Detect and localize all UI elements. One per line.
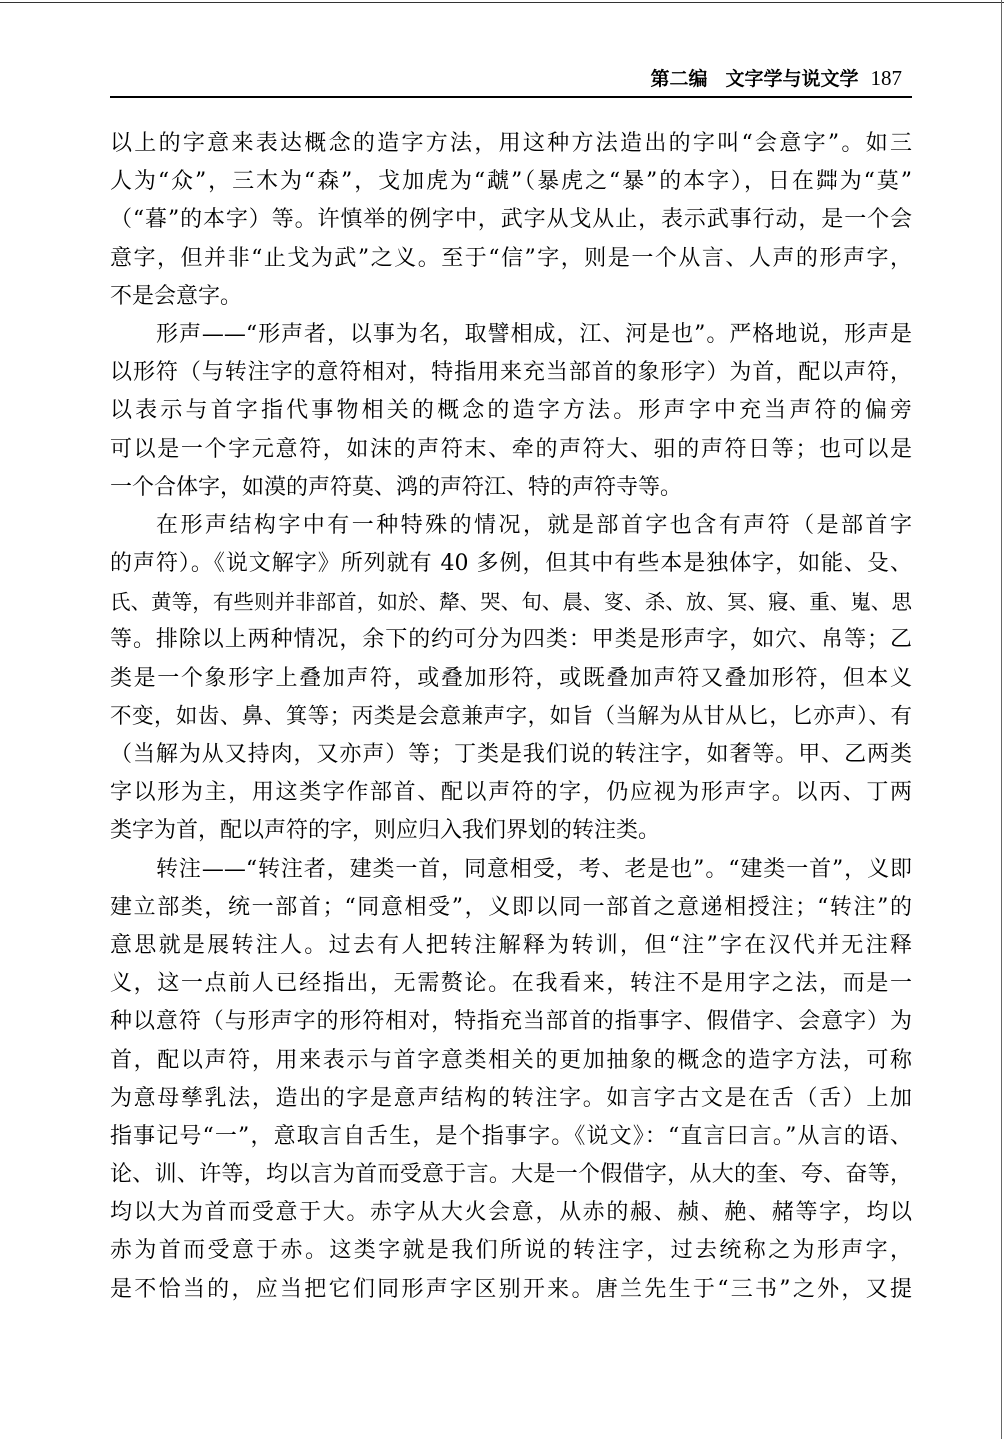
text-line: 氏、黄等，有些则并非部首，如於、犛、哭、旬、晨、叜、杀、放、冥、寢、重、嵬、思: [110, 590, 912, 615]
header-title: 文字学与说文学: [725, 68, 859, 90]
body-text: [110, 125, 912, 1309]
text-line: 建立部类，统一部首；“同意相受”，义即以同一部首之意递相授注；“转注”的: [110, 894, 912, 920]
text-line: 可以是一个字元意符，如沫的声符末、牵的声符大、驲的声符日等；也可以是: [110, 436, 912, 462]
text-line: 等。排除以上两种情况，余下的约可分为四类：甲类是形声字，如穴、帛等；乙: [110, 627, 912, 653]
text-line: 论、训、许等，均以言为首而受意于言。大是一个假借字，从大的奎、夸、奋等，: [110, 1162, 912, 1188]
text-line: 不变，如齿、鼻、箕等；丙类是会意兼声字，如旨（当解为从甘从匕，匕亦声）、有: [110, 703, 912, 729]
page-number: 187: [870, 66, 902, 90]
text-line: 意思就是展转注人。过去有人把转注解释为转训，但“注”字在汉代并无注释: [110, 932, 912, 958]
text-line: 均以大为首而受意于大。赤字从大火会意，从赤的赧、赪、赩、赭等字，均以: [110, 1200, 912, 1226]
text-line: 赤为首而受意于赤。这类字就是我们所说的转注字，过去统称之为形声字，: [110, 1238, 912, 1264]
text-line: 类字为首，配以声符的字，则应归入我们界划的转注类。: [110, 818, 661, 844]
text-line: 的声符）。《说文解字》所列就有 40 多例，但其中有些本是独体字，如能、殳、: [110, 551, 912, 577]
text-line: 人为“众”，三木为“森”，戈加虎为“虣”（暴虎之“暴”的本字），日在茻为“莫”: [110, 169, 912, 195]
text-line: 形声——“形声者，以事为名，取譬相成，江、河是也”。严格地说，形声是: [156, 321, 912, 347]
text-line: 以形符（与转注字的意符相对，特指用来充当部首的象形字）为首，配以声符，: [110, 360, 912, 386]
text-line: 以表示与首字指代事物相关的概念的造字方法。形声字中充当声符的偏旁: [110, 398, 912, 424]
text-line: （当解为从又持肉，又亦声）等；丁类是我们说的转注字，如奢等。甲、乙两类: [110, 742, 912, 767]
header-rule: [110, 96, 912, 98]
text-line: 类是一个象形字上叠加声符，或叠加形符，或既叠加声符又叠加形符，但本义: [110, 665, 912, 691]
header-section: 第二编: [650, 68, 708, 90]
text-line: （“暮”的本字）等。许慎举的例字中，武字从戈从止，表示武事行动，是一个会: [110, 207, 912, 233]
text-line: 不是会意字。: [110, 283, 243, 309]
text-line: 是不恰当的，应当把它们同形声字区别开来。唐兰先生于“三书”之外，又提: [110, 1276, 912, 1302]
text-line: 为意母孳乳法，造出的字是意声结构的转注字。如言字古文是在舌（舌）上加: [110, 1085, 912, 1111]
text-line: 以上的字意来表达概念的造字方法，用这种方法造出的字叫“会意字”。如三: [110, 131, 912, 156]
text-line: 指事记号“一”，意取言自舌生，是个指事字。《说文》：“直言曰言。”从言的语、: [110, 1123, 912, 1149]
text-line: 在形声结构字中有一种特殊的情况，就是部首字也含有声符（是部首字: [156, 512, 912, 538]
text-line: 转注——“转注者，建类一首，同意相受，考、老是也”。“建类一首”，义即: [156, 856, 912, 882]
right-edge-rule: [1001, 0, 1002, 1439]
top-edge-rule: [0, 2, 1004, 3]
text-line: 种以意符（与形声字的形符相对，特指充当部首的指事字、假借字、会意字）为: [110, 1009, 912, 1035]
running-header: [110, 64, 902, 98]
text-line: 一个合体字，如漠的声符莫、鸿的声符江、特的声符寺等。: [110, 474, 683, 500]
text-line: 字以形为主，用这类字作部首、配以声符的字，仍应视为形声字。以丙、丁两: [110, 780, 912, 806]
text-line: 意字，但并非“止戈为武”之义。至于“信”字，则是一个从言、人声的形声字，: [110, 245, 912, 271]
text-line: 首，配以声符，用来表示与首字意类相关的更加抽象的概念的造字方法，可称: [110, 1047, 912, 1073]
text-line: 义，这一点前人已经指出，无需赘论。在我看来，转注不是用字之法，而是一: [110, 971, 912, 997]
